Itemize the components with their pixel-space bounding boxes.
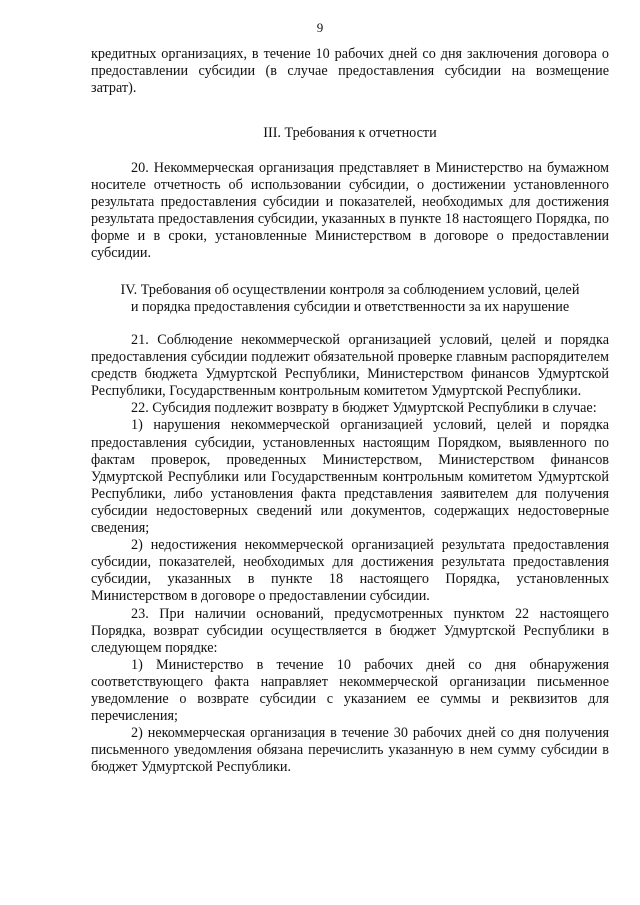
section-3-heading: III. Требования к отчетности (263, 125, 437, 141)
page-number: 9 (316, 20, 324, 35)
paragraph-text: 20. Некоммерческая организация представляет в Министерство на бумажном носителе отчетность об использовании субсидии, о достижении установленного результата предоставления субсидии и показателей, необходимых для достижения результата предоставления субсидии, указанных в пункте 18 настоящего Порядка, по форме и в сроки, установленные Министерством в договоре о предоставлении субсидии. (91, 160, 609, 262)
paragraph-23: 23. При наличии оснований, предусмотренных пунктом 22 настоящего Порядка, возврат субсидии осуществляется в бюджет Удмуртской Республики в следующем порядке: (91, 605, 609, 656)
section-4-heading-line-2: и порядка предоставления субсидии и ответственности за их нарушение (130, 299, 570, 316)
section-4-heading (91, 282, 609, 316)
paragraph-20 (91, 160, 609, 263)
section-4-heading-line-1: IV. Требования об осуществлении контроля за соблюдением условий, целей (120, 282, 580, 298)
paragraph-23-item-1: 1) Министерство в течение 10 рабочих дней со дня обнаружения соответствующего факта направляет некоммерческой организации письменное уведомление о возврате субсидии с указанием ее суммы и реквизитов для перечисления; (91, 656, 609, 725)
paragraph-text: кредитных организациях, в течение 10 рабочих дней со дня заключения договора о предоставлении субсидии (в случае предоставления субсидии на возмещение затрат). (91, 46, 609, 97)
paragraph-21: 21. Соблюдение некоммерческой организацией условий, целей и порядка предоставления субсидии подлежит обязательной проверке главным распорядителем средств бюджета Удмуртской Республики, Министерством финансов Удмуртской Республики, Государственным контрольным комитетом Удмуртской Республики. (91, 332, 609, 400)
paragraph-22-item-2: 2) недостижения некоммерческой организацией результата предоставления субсидии, показателей, необходимых для достижения результата предоставления субсидии, указанных в пункте 18 настоящего Порядка, установленных Министерством в договоре о предоставлении субсидии. (91, 537, 609, 605)
paragraph-23-item-2: 2) некоммерческая организация в течение 30 рабочих дней со дня получения письменного уведомления обязана перечислить указанную в нем сумму субсидии в бюджет Удмуртской Республики. (91, 725, 609, 776)
main-body (91, 332, 609, 776)
paragraph-22-item-1: 1) нарушения некоммерческой организацией условий, целей и порядка предоставления субсидии, установленных настоящим Порядком, выявленного по фактам проверок, проведенных Министерством, Министерством финансов Удмуртской Республики или Государственным контрольным комитетом Удмуртской Республики, либо установления факта представления заявителем для получения субсидии недостоверных сведений или документов, содержащих недостоверные сведения; (91, 417, 609, 537)
paragraph-22: 22. Субсидия подлежит возврату в бюджет Удмуртской Республики в случае: (131, 400, 597, 417)
paragraph-continuation (91, 46, 609, 97)
